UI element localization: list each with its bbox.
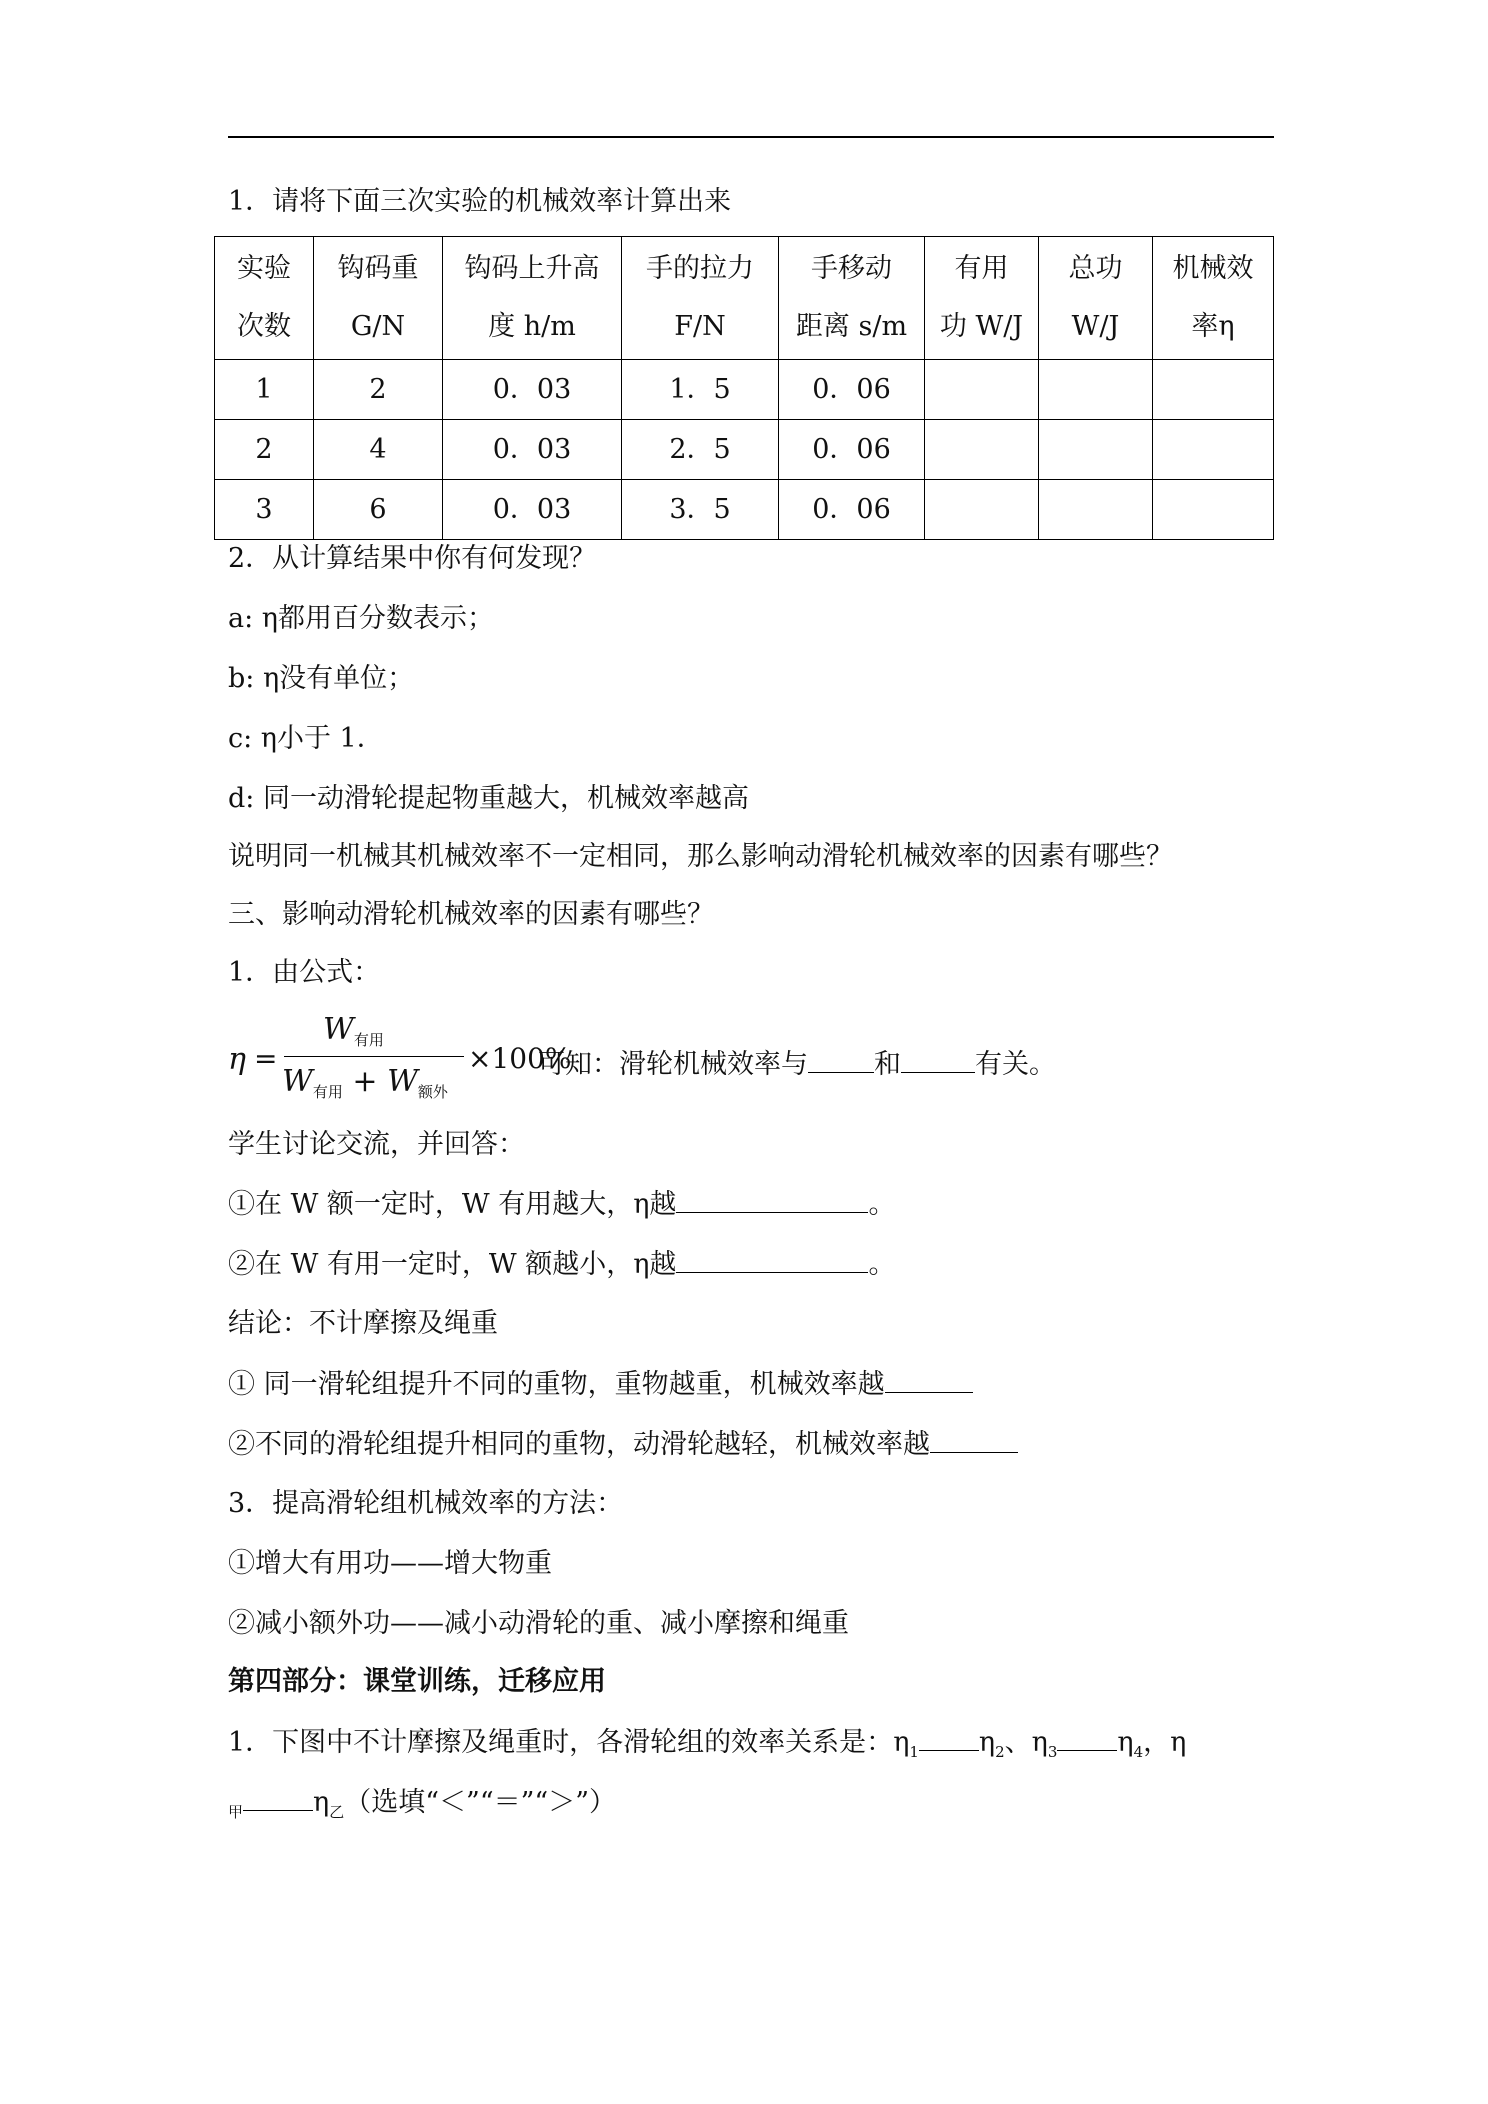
explanation-text: 说明同一机械其机械效率不一定相同，那么影响动滑轮机械效率的因素有哪些？ [228, 841, 1173, 872]
part-4-question-1: 1．下图中不计摩擦及绳重时，各滑轮组的效率关系是：$\eta_1$ $\eta_2$、$\eta_3$ $\eta_4$，η [228, 1724, 1186, 1770]
finding-a: a: η都用百分数表示； [228, 603, 494, 634]
header-rule [228, 136, 1274, 138]
conclusion-title: 结论：不计摩擦及绳重 [228, 1308, 498, 1339]
formula-equals: = [254, 1042, 278, 1075]
circle-item-1: ①在 W 额一定时，W 有用越大，η越 。 [228, 1186, 895, 1223]
table-header-cell: 有用 功 W/J [925, 237, 1039, 360]
table-header-cell: 实验 次数 [215, 237, 314, 360]
conclusion-2: ②不同的滑轮组提升相同的重物，动滑轮越轻，机械效率越 [228, 1426, 1018, 1463]
table-cell: 1．5 [622, 360, 779, 420]
table-header-cell: 手的拉力 F/N [622, 237, 779, 360]
table-cell: 2 [215, 420, 314, 480]
formula-conclusion: 可知：滑轮机械效率与 和 有关。 [538, 1042, 1056, 1081]
table-cell-blank[interactable] [1039, 480, 1153, 540]
conclusion-1: ① 同一滑轮组提升不同的重物，重物越重，机械效率越 [228, 1366, 973, 1403]
table-cell: 3 [215, 480, 314, 540]
table-cell: 2．5 [622, 420, 779, 480]
table-header-cell: 机械效 率η [1153, 237, 1274, 360]
circle-item-2: ②在 W 有用一定时，W 额越小，η越 。 [228, 1246, 895, 1283]
table-cell-blank[interactable] [1039, 360, 1153, 420]
table-cell-blank[interactable] [1039, 420, 1153, 480]
finding-b: b: η没有单位； [228, 663, 415, 694]
answer-blank[interactable] [676, 1246, 868, 1273]
method-title: 3．提高滑轮组机械效率的方法： [228, 1488, 624, 1519]
table-cell-blank[interactable] [925, 420, 1039, 480]
formula-numerator: $W_{有用}$ [323, 1012, 384, 1049]
formula-eta: η [228, 1042, 246, 1077]
discussion-prompt: 学生讨论交流，并回答： [228, 1129, 525, 1160]
table-cell: 0．03 [443, 480, 622, 540]
table-row [215, 480, 1274, 540]
answer-blank[interactable] [1057, 1724, 1117, 1751]
answer-blank[interactable] [243, 1784, 313, 1811]
table-cell: 0．06 [779, 420, 925, 480]
method-2: ②减小额外功——减小动滑轮的重、减小摩擦和绳重 [228, 1608, 849, 1639]
answer-blank[interactable] [930, 1426, 1018, 1453]
table-row [215, 420, 1274, 480]
efficiency-formula [228, 1008, 1188, 1108]
table-cell-blank[interactable] [925, 360, 1039, 420]
answer-blank[interactable] [885, 1366, 973, 1393]
table-cell: 4 [314, 420, 443, 480]
table-cell: 0．03 [443, 360, 622, 420]
table-cell: 1 [215, 360, 314, 420]
table-header-cell: 钩码重 G/N [314, 237, 443, 360]
table-cell-blank[interactable] [1153, 360, 1274, 420]
part-4-title: 第四部分：课堂训练，迁移应用 [228, 1666, 606, 1697]
formula-denominator: $W_{有用} + W_{额外}$ [282, 1064, 448, 1101]
answer-blank[interactable] [901, 1046, 975, 1073]
question-2-title: 2．从计算结果中你有何发现？ [228, 543, 597, 574]
table-header-cell: 总功 W/J [1039, 237, 1153, 360]
table-cell: 0．06 [779, 480, 925, 540]
fraction-bar [284, 1056, 464, 1057]
formula-intro: 1．由公式： [228, 957, 381, 988]
table-cell-blank[interactable] [1153, 420, 1274, 480]
table-cell: 2 [314, 360, 443, 420]
table-cell: 3．5 [622, 480, 779, 540]
finding-d: d: 同一动滑轮提起物重越大，机械效率越高 [228, 783, 749, 814]
table-cell: 0．06 [779, 360, 925, 420]
answer-blank[interactable] [676, 1186, 868, 1213]
table-cell: 0．03 [443, 420, 622, 480]
formula-times-100: ×100% [468, 1042, 572, 1075]
table-cell: 6 [314, 480, 443, 540]
answer-blank[interactable] [808, 1046, 874, 1073]
section-3-title: 三、影响动滑轮机械效率的因素有哪些？ [228, 899, 714, 930]
table-row [215, 360, 1274, 420]
table-cell-blank[interactable] [1153, 480, 1274, 540]
part-4-question-1-continued: $_甲$ $\eta_乙$（选填“＜”“＝”“＞”） [228, 1784, 616, 1830]
table-header-row [215, 237, 1274, 360]
question-1-title: 1．请将下面三次实验的机械效率计算出来 [228, 186, 732, 217]
finding-c: c: η小于 1． [228, 723, 384, 754]
method-1: ①增大有用功——增大物重 [228, 1548, 552, 1579]
table-cell-blank[interactable] [925, 480, 1039, 540]
table-header-cell: 钩码上升高 度 h/m [443, 237, 622, 360]
answer-blank[interactable] [919, 1724, 979, 1751]
experiment-table [214, 236, 1274, 540]
table-header-cell: 手移动 距离 s/m [779, 237, 925, 360]
